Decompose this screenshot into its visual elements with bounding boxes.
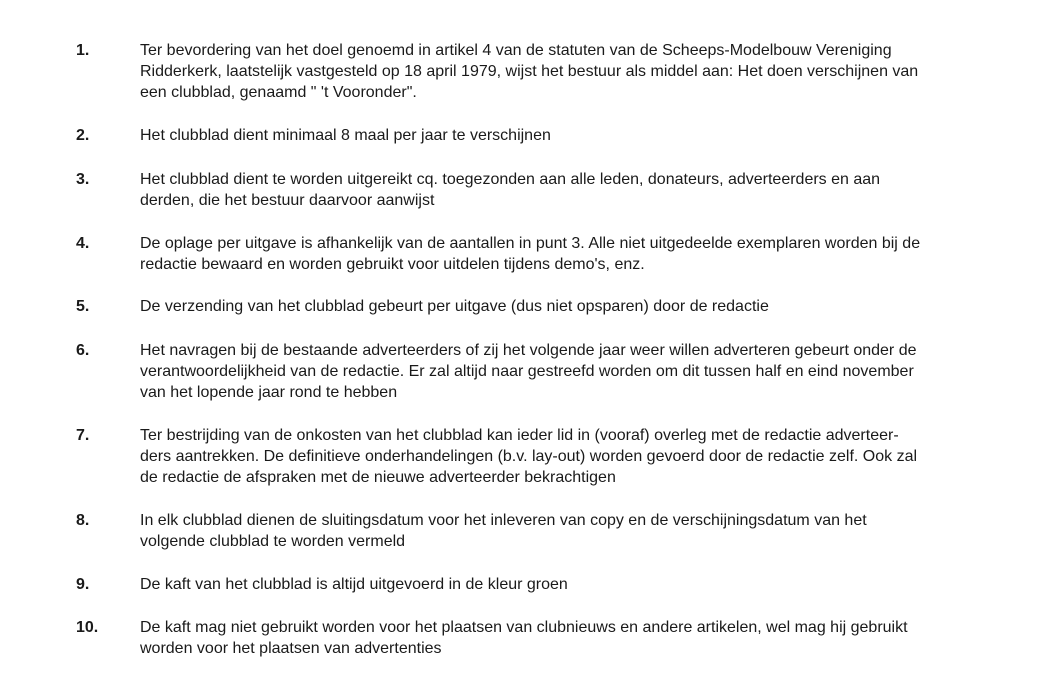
rule-text: Ter bestrijding van de onkosten van het clubblad kan ieder lid in (vooraf) overleg met de redactie adverteer- ders aantrekken. De definitieve onderhandelingen (b.v. lay-out) worden gevoerd door de redactie zelf. Ook zal de redactie de afspraken met de nieuwe adverteerder bekrachtigen [140, 427, 918, 486]
rule-text: De kaft mag niet gebruikt worden voor het plaatsen van clubnieuws en andere artikelen, wel mag hij gebruikt worden voor het plaatsen van advertenties [140, 619, 908, 657]
rule-text: Het clubblad dient te worden uitgereikt cq. toegezonden aan alle leden, donateurs, adverteerders en aan derden, die het bestuur daarvoor aanwijst [140, 171, 881, 209]
rule-number: 10. [76, 619, 99, 636]
rule-text: Het clubblad dient minimaal 8 maal per jaar te verschijnen [140, 127, 551, 144]
rule-number: 9. [76, 576, 90, 593]
rule-text: De oplage per uitgave is afhankelijk van de aantallen in punt 3. Alle niet uitgedeelde exemplaren worden bij de redactie bewaard en worden gebruikt voor uitdelen tijdens demo's, enz. [140, 235, 921, 273]
rule-number: 4. [76, 235, 90, 252]
rule-number: 3. [76, 171, 90, 188]
rule-number: 5. [76, 298, 90, 315]
rule-text: De verzending van het clubblad gebeurt per uitgave (dus niet opsparen) door de redactie [140, 298, 769, 315]
rule-text: Het navragen bij de bestaande adverteerders of zij het volgende jaar weer willen adverteren gebeurt onder de verantwoordelijkheid van de redactie. Er zal altijd naar gestreefd worden om dit tussen half en eind november van het lopende jaar rond te hebben [140, 342, 917, 401]
rule-text: In elk clubblad dienen de sluitingsdatum voor het inleveren van copy en de verschijningsdatum van het volgende clubblad te worden vermeld [140, 512, 867, 550]
rule-number: 2. [76, 127, 90, 144]
rule-number: 7. [76, 427, 90, 444]
rule-number: 1. [76, 42, 90, 59]
rule-number: 8. [76, 512, 90, 529]
rule-text: De kaft van het clubblad is altijd uitgevoerd in de kleur groen [140, 576, 568, 593]
rule-number: 6. [76, 342, 90, 359]
rule-text: Ter bevordering van het doel genoemd in artikel 4 van de statuten van de Scheeps-Modelbouw Vereniging Ridderkerk, laatstelijk vastgesteld op 18 april 1979, wijst het bestuur als middel aan: Het doen verschijnen van een clubblad, genaamd " 't Vooronder". [140, 42, 919, 101]
